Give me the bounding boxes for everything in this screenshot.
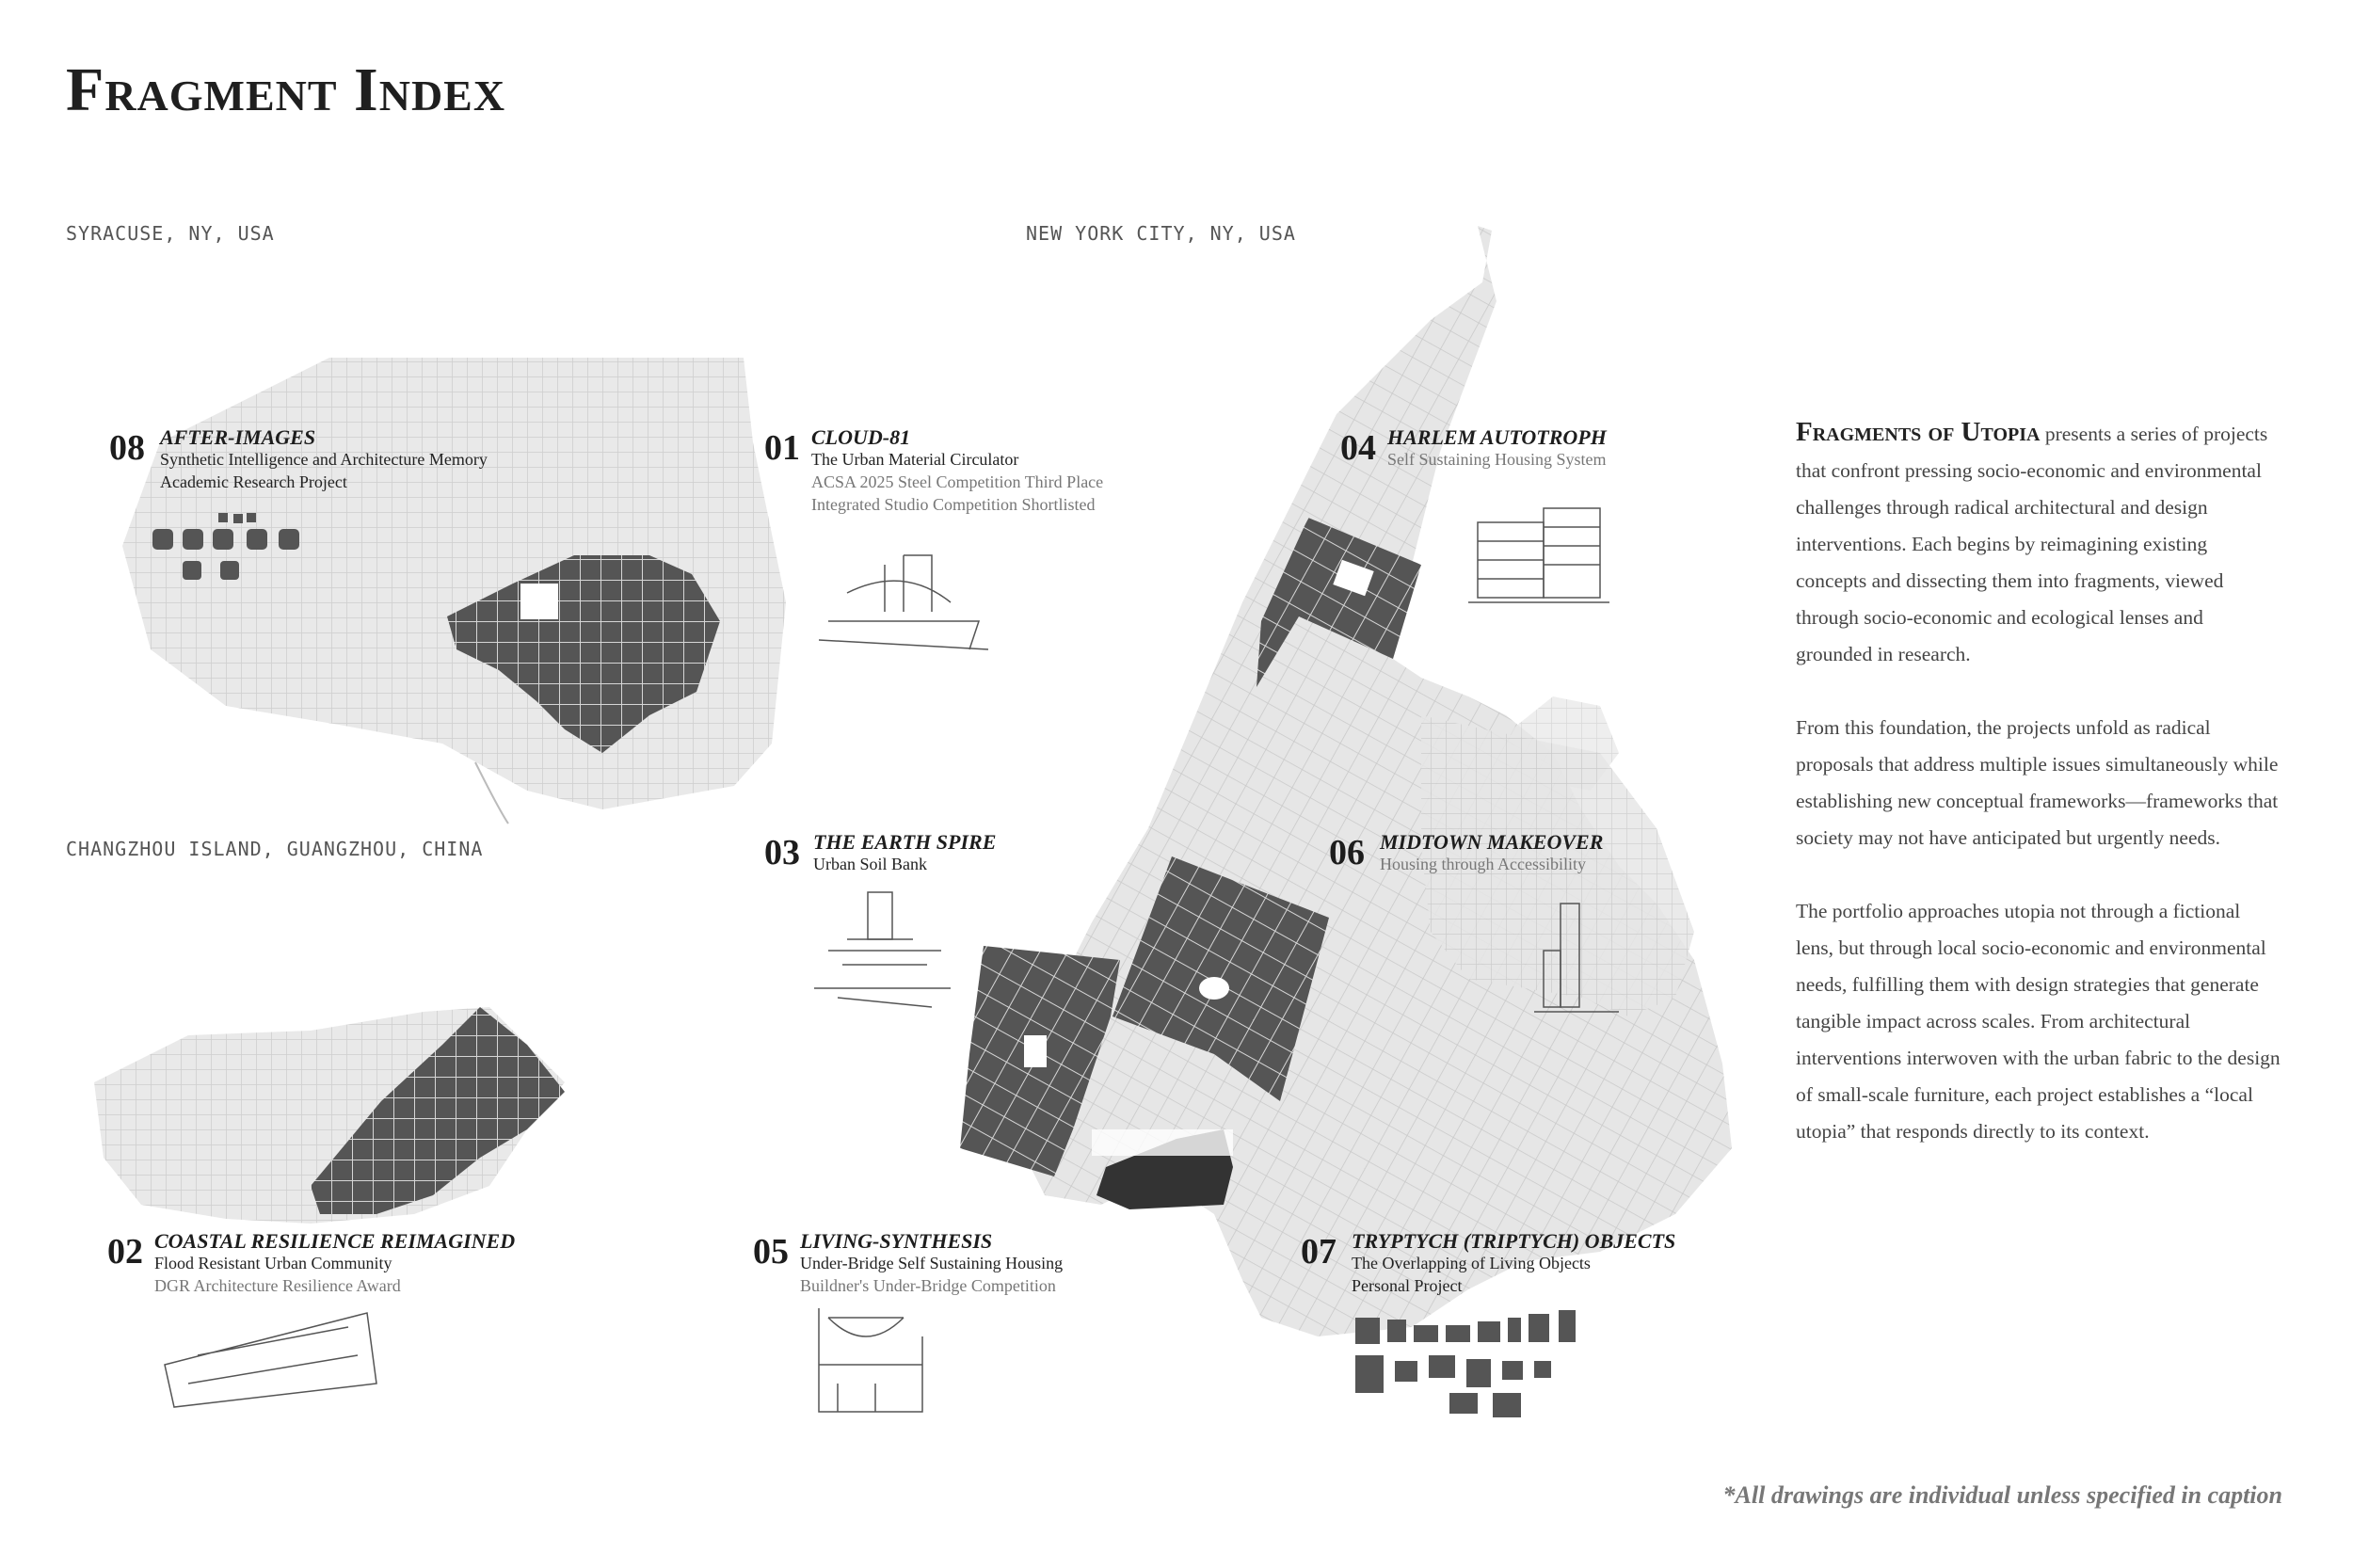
project-title: TRYPTYCH (TRIPTYCH) OBJECTS: [1352, 1229, 1676, 1253]
project-number: 04: [1340, 428, 1376, 468]
location-label-syracuse: SYRACUSE, NY, USA: [66, 222, 275, 245]
project-number: 05: [753, 1232, 789, 1272]
project-title: MIDTOWN MAKEOVER: [1380, 830, 1604, 854]
intro-paragraph-1-text: presents a series of projects that confront pressing socio-economic and environmental challenges through radical architectural and design interventions. Each begins by reimagining existing concepts and dissecting them into fragments, viewed through socio-economic and ecological lenses and grounded in research.: [1796, 423, 2268, 665]
project-award: ACSA 2025 Steel Competition Third Place: [811, 472, 1104, 491]
project-subtitle: Flood Resistant Urban Community: [154, 1254, 392, 1272]
project-detail: Personal Project: [1352, 1276, 1463, 1295]
coastal-resilience-thumbnail: [165, 1313, 376, 1407]
project-number: 07: [1301, 1232, 1337, 1272]
project-subtitle: Urban Soil Bank: [813, 855, 927, 873]
project-title: CLOUD-81: [811, 425, 911, 449]
location-label-nyc: NEW YORK CITY, NY, USA: [1026, 222, 1296, 245]
intro-text: [1796, 414, 2281, 1187]
intro-paragraph: From this foundation, the projects unfold as radical proposals that address multiple issues simultaneously while establishing new conceptual frameworks—frameworks that society may not have anticipated but urgently needs.: [1796, 716, 2279, 849]
living-synthesis-thumbnail: [819, 1308, 922, 1412]
project-title: AFTER-IMAGES: [160, 425, 316, 449]
project-subtitle: Self Sustaining Housing System: [1387, 450, 1607, 469]
harlem-autotroph-thumbnail: [1468, 508, 1609, 602]
project-subtitle: Synthetic Intelligence and Architecture Memory: [160, 450, 488, 469]
project-award: DGR Architecture Resilience Award: [154, 1276, 401, 1295]
project-number: 06: [1329, 833, 1365, 872]
project-subtitle: Housing through Accessibility: [1380, 855, 1586, 873]
project-title: LIVING-SYNTHESIS: [800, 1229, 993, 1253]
project-number: 01: [764, 428, 800, 468]
earth-spire-thumbnail: [814, 892, 951, 1007]
changzhou-map: [94, 1007, 565, 1224]
project-award: Buildner's Under-Bridge Competition: [800, 1276, 1056, 1295]
footnote: *All drawings are individual unless specified in caption: [1722, 1481, 2282, 1509]
project-award: Integrated Studio Competition Shortlisted: [811, 495, 1096, 514]
project-subtitle: The Urban Material Circulator: [811, 450, 1019, 469]
page-title: Fragment Index: [66, 56, 506, 124]
intro-paragraph: The portfolio approaches utopia not through a fictional lens, but through local socio-economic and environmental needs, fulfilling them with design strategies that generate tangible impact across scales. From architectural interventions interwoven with the urban fabric to the design of small-scale furniture, each project establishes a “local utopia” that responds directly to its context.: [1796, 900, 2281, 1143]
project-subtitle: The Overlapping of Living Objects: [1352, 1254, 1591, 1272]
project-number: 08: [109, 428, 145, 468]
project-title: THE EARTH SPIRE: [813, 830, 997, 854]
project-number: 03: [764, 833, 800, 872]
location-label-changzhou: CHANGZHOU ISLAND, GUANGZHOU, CHINA: [66, 838, 484, 860]
project-detail: Academic Research Project: [160, 472, 347, 491]
tryptych-objects-thumbnail: [1355, 1310, 1576, 1417]
project-title: HARLEM AUTOTROPH: [1387, 425, 1607, 449]
project-subtitle: Under-Bridge Self Sustaining Housing: [800, 1254, 1064, 1272]
intro-lead: Fragments of Utopia: [1796, 417, 2041, 447]
intro-paragraph: [1796, 414, 2281, 673]
project-title: COASTAL RESILIENCE REIMAGINED: [154, 1229, 516, 1253]
project-number: 02: [107, 1232, 143, 1272]
cloud-81-thumbnail: [819, 555, 988, 649]
nyc-map: [960, 226, 1732, 1336]
